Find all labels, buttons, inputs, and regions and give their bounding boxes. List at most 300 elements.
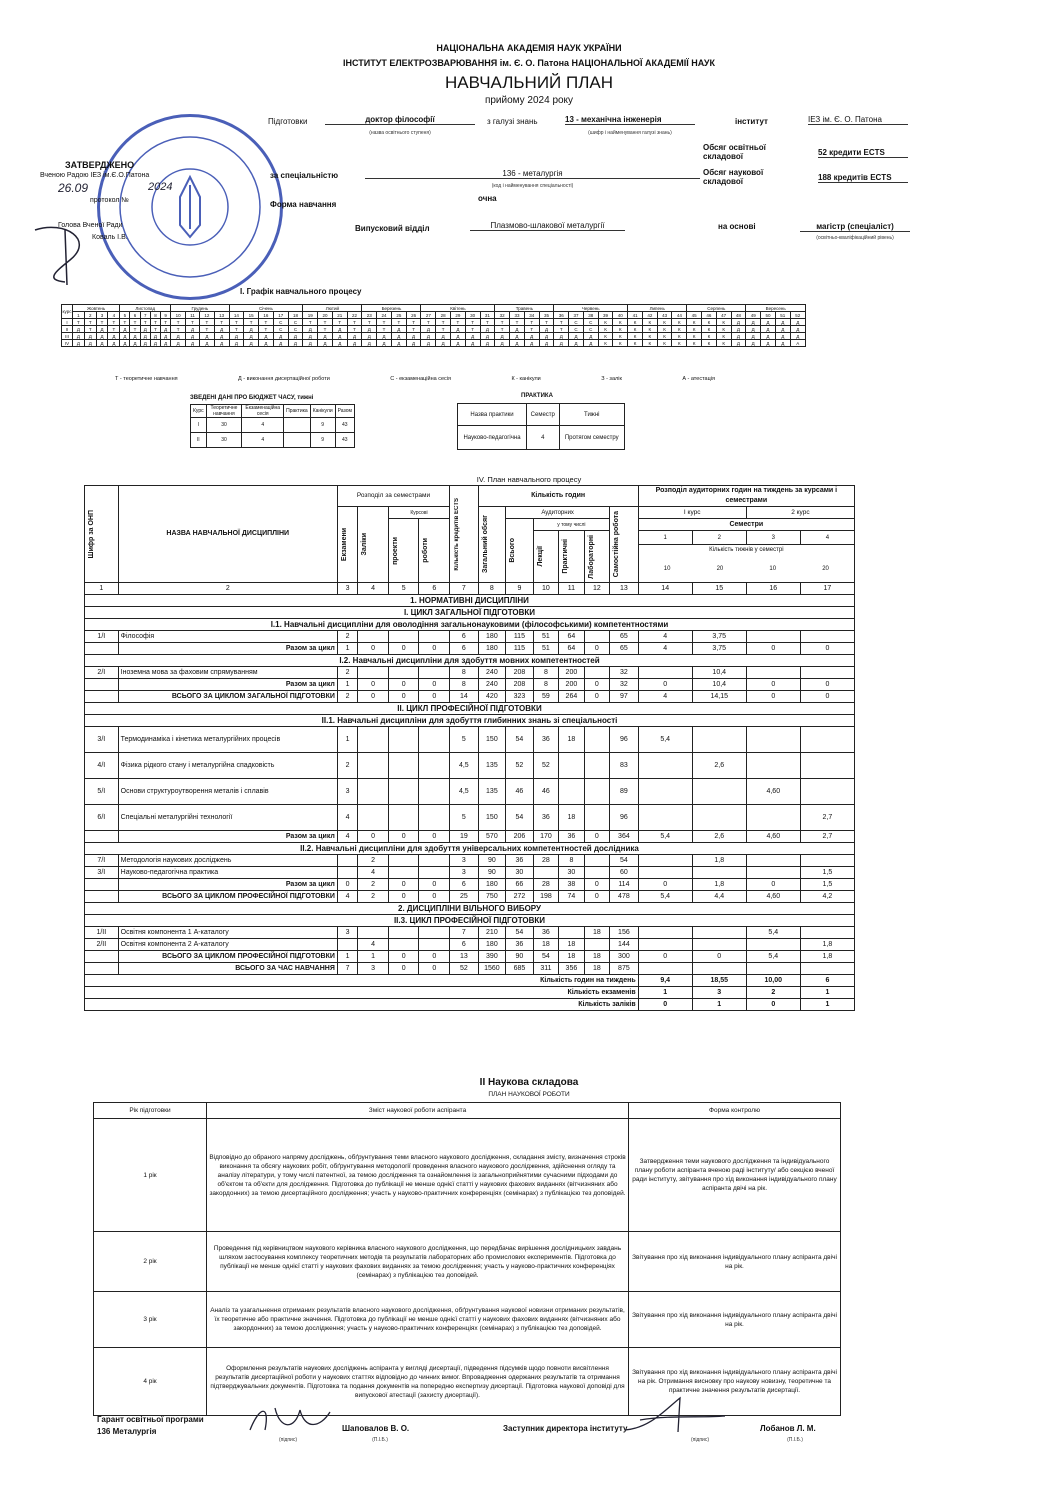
schedule-cell: Д bbox=[199, 333, 214, 340]
page-title: НАВЧАЛЬНИЙ ПЛАН bbox=[445, 73, 613, 92]
guarantor-sign-caption: (підпис) bbox=[278, 1437, 298, 1443]
schedule-cell: Д bbox=[347, 333, 362, 340]
schedule-cell: Т bbox=[259, 319, 274, 326]
edu-volume-label: Обсяг освітньої складової bbox=[703, 143, 766, 161]
totals-cell: 3 bbox=[692, 987, 746, 999]
plan-cell bbox=[746, 667, 800, 679]
schedule-cell: Д bbox=[775, 333, 790, 340]
spec-value: 136 - металургія bbox=[365, 169, 700, 179]
legend-item: З - залік bbox=[601, 376, 622, 382]
schedule-cell: Д bbox=[108, 333, 120, 340]
sem-weeks: 20 bbox=[716, 566, 724, 572]
plan-cell: 36 bbox=[533, 927, 558, 939]
plan-cell bbox=[638, 667, 692, 679]
totals-cell: 6 bbox=[800, 975, 854, 987]
schedule-cell: Д bbox=[140, 340, 150, 347]
form-label: Форма навчання bbox=[270, 200, 337, 209]
discipline-name: Філософія bbox=[118, 631, 337, 643]
week-number: 19 bbox=[303, 312, 318, 319]
plan-cell: 0 bbox=[337, 879, 357, 891]
discipline-row bbox=[85, 879, 855, 891]
schedule-cell: К bbox=[687, 326, 702, 333]
plan-cell bbox=[746, 631, 800, 643]
schedule-cell: С bbox=[273, 326, 288, 333]
science-subtitle: ПЛАН НАУКОВОЇ РОБОТИ bbox=[488, 1091, 570, 1098]
schedule-cell: Д bbox=[214, 326, 229, 333]
schedule-cell: Т bbox=[436, 319, 451, 326]
sem-number: 4 bbox=[800, 531, 854, 545]
totals-row bbox=[85, 999, 855, 1011]
plan-cell: 3 bbox=[337, 927, 357, 939]
dept-label: Випусковий відділ bbox=[355, 224, 430, 233]
schedule-cell: Д bbox=[510, 326, 525, 333]
week-number: 45 bbox=[687, 312, 702, 319]
plan-cell: 90 bbox=[506, 951, 534, 963]
schedule-cell: Д bbox=[480, 326, 495, 333]
plan-cell: 2,7 bbox=[800, 831, 854, 843]
schedule-cell: Д bbox=[303, 333, 318, 340]
col-hours-header: Кількість годин bbox=[478, 486, 638, 507]
plan-cell: 36 bbox=[559, 831, 584, 843]
plan-cell: 18 bbox=[559, 951, 584, 963]
schedule-cell: Т bbox=[229, 326, 244, 333]
plan-cell: 90 bbox=[478, 855, 506, 867]
plan-cell: 3 bbox=[450, 867, 479, 879]
plan-cell: 2 bbox=[358, 855, 389, 867]
week-number: 44 bbox=[672, 312, 687, 319]
schedule-cell: К bbox=[598, 319, 613, 326]
plan-cell: 206 bbox=[506, 831, 534, 843]
plan-cell: 2,6 bbox=[692, 831, 746, 843]
plan-cell: 1 bbox=[337, 679, 357, 691]
schedule-cell: Т bbox=[84, 326, 96, 333]
week-number: 2 bbox=[84, 312, 96, 319]
plan-cell: 4 bbox=[638, 643, 692, 655]
plan-cell: 180 bbox=[478, 643, 506, 655]
plan-cell bbox=[388, 939, 419, 951]
schedule-cell: Д bbox=[171, 333, 186, 340]
schedule-cell: Д bbox=[746, 340, 761, 347]
plan-cell: 2,6 bbox=[692, 753, 746, 779]
schedule-cell: Д bbox=[186, 326, 200, 333]
plan-cell: 6 bbox=[450, 939, 479, 951]
plan-cell bbox=[638, 867, 692, 879]
schedule-cell: Д bbox=[288, 340, 303, 347]
totals-cell: 2 bbox=[746, 987, 800, 999]
plan-cell: 18 bbox=[559, 805, 584, 831]
schedule-cell: Д bbox=[347, 340, 362, 347]
schedule-cell: К bbox=[642, 326, 657, 333]
totals-cell: 1 bbox=[800, 987, 854, 999]
schedule-cell: Д bbox=[775, 326, 790, 333]
seal-stamp bbox=[97, 114, 283, 300]
schedule-cell: Д bbox=[480, 340, 495, 347]
plan-cell: 0 bbox=[746, 879, 800, 891]
discipline-name: Освітня компонента 1 А-каталогу bbox=[118, 927, 337, 939]
plan-cell: 0 bbox=[358, 831, 389, 843]
practice-header: Назва практики bbox=[458, 404, 527, 426]
schedule-cell: Д bbox=[554, 340, 569, 347]
deputy-sign-caption: (підпис) bbox=[690, 1437, 710, 1443]
plan-cell: 65 bbox=[610, 631, 639, 643]
schedule-cell: Д bbox=[130, 340, 140, 347]
plan-cell: 4,4 bbox=[692, 891, 746, 903]
week-number: 5 bbox=[120, 312, 130, 319]
schedule-cell: Т bbox=[554, 319, 569, 326]
plan-cell bbox=[85, 879, 119, 891]
summary-header: Екзаменаційна сесія bbox=[242, 405, 284, 418]
plan-cell: 2/ІІ bbox=[85, 939, 119, 951]
plan-cell bbox=[800, 667, 854, 679]
section-heading: І.2. Навчальні дисципліни для здобуття мовних компетентностей bbox=[85, 655, 855, 667]
schedule-cell: Д bbox=[171, 340, 186, 347]
schedule-cell: Д bbox=[303, 340, 318, 347]
schedule-cell: Д bbox=[214, 333, 229, 340]
seal-emblem-icon bbox=[100, 117, 280, 297]
discipline-name: Разом за цикл bbox=[118, 879, 337, 891]
section-row bbox=[85, 655, 855, 667]
plan-cell: 4,60 bbox=[746, 779, 800, 805]
page-subtitle: прийому 2024 року bbox=[484, 95, 574, 106]
plan-cell bbox=[358, 805, 389, 831]
week-number: 25 bbox=[391, 312, 406, 319]
month-header: Вересень bbox=[746, 305, 806, 312]
schedule-cell: Д bbox=[332, 333, 347, 340]
schedule-cell: Д bbox=[273, 340, 288, 347]
schedule-cell: Т bbox=[303, 319, 318, 326]
plan-cell: 0 bbox=[584, 831, 609, 843]
plan-cell: 272 bbox=[506, 891, 534, 903]
discipline-name: Науково-педагогічна практика bbox=[118, 867, 337, 879]
discipline-name: Спеціальні металургійні технології bbox=[118, 805, 337, 831]
schedule-cell: Д bbox=[244, 340, 259, 347]
week-number: 43 bbox=[657, 312, 672, 319]
plan-cell: 30 bbox=[506, 867, 534, 879]
plan-cell: 420 bbox=[478, 691, 506, 703]
schedule-cell: Т bbox=[524, 326, 539, 333]
plan-cell bbox=[419, 939, 450, 951]
schedule-cell: Т bbox=[259, 326, 274, 333]
totals-label: Кількість екзаменів bbox=[85, 987, 639, 999]
schedule-cell: Д bbox=[73, 333, 85, 340]
summary-header: Теоретичне навчання bbox=[206, 405, 242, 418]
schedule-legend bbox=[115, 376, 715, 382]
schedule-row bbox=[62, 340, 806, 347]
schedule-cell: Д bbox=[161, 333, 171, 340]
plan-cell: 0 bbox=[388, 643, 419, 655]
week-number: 16 bbox=[259, 312, 274, 319]
science-cell: 4 рік bbox=[94, 1348, 207, 1416]
summary-cell bbox=[284, 433, 311, 448]
summary-cell: 43 bbox=[335, 433, 354, 448]
plan-cell: 5,4 bbox=[638, 891, 692, 903]
schedule-cell: С bbox=[288, 326, 303, 333]
summary-header: Канікули bbox=[310, 405, 335, 418]
plan-cell: 54 bbox=[533, 951, 558, 963]
discipline-row bbox=[85, 753, 855, 779]
plan-cell: 1/ІІ bbox=[85, 927, 119, 939]
summary-cell: 9 bbox=[310, 418, 335, 433]
week-number: 12 bbox=[199, 312, 214, 319]
summary-cell: I bbox=[191, 418, 207, 433]
plan-cell: 0 bbox=[388, 831, 419, 843]
schedule-cell: К bbox=[613, 319, 628, 326]
approval-heading: ЗАТВЕРДЖЕНО bbox=[65, 160, 135, 170]
schedule-cell: Д bbox=[140, 326, 150, 333]
schedule-cell: Д bbox=[421, 326, 436, 333]
discipline-row bbox=[85, 727, 855, 753]
plan-cell: 6 bbox=[450, 643, 479, 655]
plan-cell: 570 bbox=[478, 831, 506, 843]
plan-cell bbox=[85, 679, 119, 691]
schedule-title: І. Графік навчального процесу bbox=[240, 287, 362, 296]
guarantor-name: Шаповалов В. О. bbox=[342, 1424, 410, 1433]
week-number: 6 bbox=[130, 312, 140, 319]
schedule-cell: Д bbox=[244, 326, 259, 333]
form-value: очна bbox=[478, 194, 497, 203]
schedule-cell: Д bbox=[332, 340, 347, 347]
schedule-cell: Д bbox=[731, 319, 746, 326]
schedule-cell: Т bbox=[130, 319, 140, 326]
plan-cell bbox=[800, 779, 854, 805]
summary-cell: 30 bbox=[206, 418, 242, 433]
discipline-row bbox=[85, 679, 855, 691]
weeks-header-label: Кількість тижнів у семестрі bbox=[709, 547, 784, 553]
week-number: 50 bbox=[761, 312, 776, 319]
plan-cell bbox=[746, 805, 800, 831]
plan-cell: 208 bbox=[506, 679, 534, 691]
guarantor-signature-icon bbox=[245, 1400, 335, 1440]
plan-cell: 36 bbox=[533, 805, 558, 831]
plan-cell: 0 bbox=[584, 679, 609, 691]
plan-cell: 4,2 bbox=[800, 891, 854, 903]
plan-cell: 150 bbox=[478, 727, 506, 753]
plan-cell: 46 bbox=[506, 779, 534, 805]
plan-cell: 0 bbox=[419, 679, 450, 691]
section-row bbox=[85, 607, 855, 619]
schedule-course: IV bbox=[62, 340, 73, 347]
plan-cell: 5,4 bbox=[638, 727, 692, 753]
schedule-cell: К bbox=[598, 333, 613, 340]
schedule-cell: Д bbox=[436, 340, 451, 347]
legend-item: С - екзаменаційна сесія bbox=[390, 376, 451, 382]
science-row bbox=[94, 1119, 841, 1232]
totals-cell: 18,55 bbox=[692, 975, 746, 987]
schedule-cell: К bbox=[687, 340, 702, 347]
approval-year: 2024 bbox=[148, 181, 173, 193]
approval-protocol: протокол № bbox=[90, 197, 129, 204]
schedule-cell: К bbox=[716, 333, 731, 340]
plan-cell: 3/І bbox=[85, 867, 119, 879]
plan-cell: 3 bbox=[337, 779, 357, 805]
discipline-name: Разом за цикл bbox=[118, 831, 337, 843]
week-number: 51 bbox=[775, 312, 790, 319]
discipline-row bbox=[85, 667, 855, 679]
schedule-cell: С bbox=[569, 319, 584, 326]
plan-cell bbox=[388, 667, 419, 679]
science-cell: 2 рік bbox=[94, 1232, 207, 1292]
month-header: Листопад bbox=[120, 305, 171, 312]
discipline-name: Термодинаміка і кінетика металургійних процесів bbox=[118, 727, 337, 753]
discipline-name: Освітня компонента 2 А-каталогу bbox=[118, 939, 337, 951]
plan-cell: 0 bbox=[800, 643, 854, 655]
schedule-cell: Д bbox=[362, 333, 377, 340]
schedule-cell: Д bbox=[746, 333, 761, 340]
totals-row bbox=[85, 975, 855, 987]
week-number: 11 bbox=[186, 312, 200, 319]
plan-cell bbox=[800, 727, 854, 753]
inst-label: інститут bbox=[735, 117, 768, 126]
plan-cell: 1 bbox=[337, 951, 357, 963]
schedule-cell: Д bbox=[391, 326, 406, 333]
plan-cell: 8 bbox=[450, 679, 479, 691]
schedule-cell: Т bbox=[421, 319, 436, 326]
section-heading: І. ЦИКЛ ЗАГАЛЬНОЇ ПІДГОТОВКИ bbox=[85, 607, 855, 619]
plan-cell: 8 bbox=[559, 855, 584, 867]
plan-cell: 0 bbox=[388, 679, 419, 691]
plan-cell: 180 bbox=[478, 631, 506, 643]
col-total-header: Загальний обсяг bbox=[481, 515, 489, 574]
schedule-cell: Д bbox=[451, 340, 466, 347]
plan-cell: 150 bbox=[478, 805, 506, 831]
plan-cell: 8 bbox=[533, 679, 558, 691]
schedule-cell: Д bbox=[229, 340, 244, 347]
schedule-cell: Т bbox=[362, 319, 377, 326]
plan-cell: 4/І bbox=[85, 753, 119, 779]
plan-cell: 4,5 bbox=[450, 779, 479, 805]
discipline-name: Разом за цикл bbox=[118, 679, 337, 691]
week-number: 46 bbox=[702, 312, 717, 319]
plan-cell: 0 bbox=[746, 691, 800, 703]
plan-cell bbox=[419, 667, 450, 679]
schedule-cell: Д bbox=[96, 340, 108, 347]
plan-cell: 32 bbox=[610, 667, 639, 679]
plan-cell: 13 bbox=[450, 951, 479, 963]
schedule-cell: Т bbox=[554, 326, 569, 333]
sem-number: 2 bbox=[692, 531, 746, 545]
week-number: 3 bbox=[96, 312, 108, 319]
plan-cell bbox=[358, 631, 389, 643]
plan-cell bbox=[388, 631, 419, 643]
schedule-cell: Т bbox=[171, 326, 186, 333]
practice-row bbox=[458, 426, 625, 450]
schedule-cell: С bbox=[288, 319, 303, 326]
summary-header: Разом bbox=[335, 405, 354, 418]
basis-caption: (освітньо-кваліфікаційний рівень) bbox=[816, 235, 894, 241]
week-number: 20 bbox=[318, 312, 333, 319]
schedule-cell: Т bbox=[539, 319, 554, 326]
plan-cell bbox=[337, 867, 357, 879]
schedule-cell: Т bbox=[406, 326, 421, 333]
plan-cell: 3,75 bbox=[692, 643, 746, 655]
plan-cell bbox=[85, 691, 119, 703]
week-number: 1 bbox=[73, 312, 85, 319]
plan-cell: 97 bbox=[610, 691, 639, 703]
summary-header: Практика bbox=[284, 405, 311, 418]
plan-cell: 90 bbox=[478, 867, 506, 879]
plan-cell: 28 bbox=[533, 855, 558, 867]
plan-cell: 8 bbox=[533, 667, 558, 679]
plan-cell bbox=[388, 779, 419, 805]
spec-caption: (код і найменування спеціальності) bbox=[491, 183, 574, 189]
plan-cell bbox=[388, 855, 419, 867]
schedule-cell: Т bbox=[140, 319, 150, 326]
plan-cell: 0 bbox=[388, 951, 419, 963]
plan-cell bbox=[692, 779, 746, 805]
plan-cell: 0 bbox=[419, 691, 450, 703]
schedule-cell: Д bbox=[318, 340, 333, 347]
schedule-cell: Т bbox=[120, 319, 130, 326]
week-number: 49 bbox=[746, 312, 761, 319]
plan-cell: 52 bbox=[533, 753, 558, 779]
deputy-label: Заступник директора інституту bbox=[503, 1424, 628, 1433]
schedule-cell: К bbox=[642, 333, 657, 340]
schedule-cell: Д bbox=[465, 333, 480, 340]
column-number: 16 bbox=[746, 583, 800, 595]
column-number: 8 bbox=[478, 583, 506, 595]
schedule-cell: Т bbox=[108, 326, 120, 333]
science-row bbox=[94, 1232, 841, 1292]
science-cell: 3 рік bbox=[94, 1292, 207, 1348]
week-number: 33 bbox=[510, 312, 525, 319]
plan-cell: 240 bbox=[478, 667, 506, 679]
plan-cell bbox=[419, 805, 450, 831]
practice-table bbox=[457, 403, 625, 450]
plan-cell: 2 bbox=[337, 667, 357, 679]
section-row bbox=[85, 715, 855, 727]
plan-cell: 1,5 bbox=[800, 879, 854, 891]
plan-cell bbox=[638, 939, 692, 951]
schedule-cell: К bbox=[628, 333, 643, 340]
week-number: 7 bbox=[140, 312, 150, 319]
plan-cell bbox=[584, 867, 609, 879]
deputy-signature-icon bbox=[620, 1390, 730, 1440]
plan-cell bbox=[584, 939, 609, 951]
plan-cell: 7/І bbox=[85, 855, 119, 867]
col-lab-header: Лабораторні bbox=[587, 534, 595, 579]
summary-cell: 4 bbox=[242, 433, 284, 448]
plan-cell bbox=[692, 927, 746, 939]
plan-cell: 1 bbox=[358, 951, 389, 963]
month-header: Квітень bbox=[421, 305, 495, 312]
plan-cell: 156 bbox=[610, 927, 639, 939]
science-cell: Звітування про хід виконання індивідуального плану аспіранта двічі на рік. bbox=[629, 1232, 841, 1292]
column-number: 12 bbox=[584, 583, 609, 595]
schedule-cell: Д bbox=[391, 340, 406, 347]
summary-cell bbox=[284, 418, 311, 433]
plan-cell: 180 bbox=[478, 939, 506, 951]
schedule-cell: Т bbox=[377, 319, 392, 326]
schedule-cell: Д bbox=[465, 340, 480, 347]
col-dist-header: Розподіл за семестрами bbox=[337, 486, 449, 507]
plan-cell: 25 bbox=[450, 891, 479, 903]
plan-cell: 0 bbox=[358, 643, 389, 655]
plan-cell: 390 bbox=[478, 951, 506, 963]
week-number: 15 bbox=[244, 312, 259, 319]
schedule-cell: Д bbox=[731, 326, 746, 333]
schedule-cell: Д bbox=[161, 340, 171, 347]
column-number: 11 bbox=[559, 583, 584, 595]
prep-value: доктор філософії bbox=[325, 115, 475, 125]
science-cell: Оформлення результатів наукових досліджень аспіранта у вигляді дисертації, підведення підсумків щодо повноти висвітлення результатів дисертаційної роботи у наукових статтях відповідно до чинних вимог. Впровадження одержаних результатів та отримання підтверджувальних документів. Підготовка та подання документів на попередню експертизу дисертації. Підготовка наукової доповіді для випускової атестації (захисту дисертації). bbox=[207, 1348, 629, 1416]
science-row bbox=[94, 1292, 841, 1348]
schedule-cell: С bbox=[583, 326, 598, 333]
science-header: Зміст наукової роботи аспіранта bbox=[207, 1103, 629, 1119]
week-number: 22 bbox=[347, 312, 362, 319]
month-header: Грудень bbox=[171, 305, 229, 312]
schedule-cell: Д bbox=[539, 333, 554, 340]
plan-cell: 4 bbox=[358, 867, 389, 879]
